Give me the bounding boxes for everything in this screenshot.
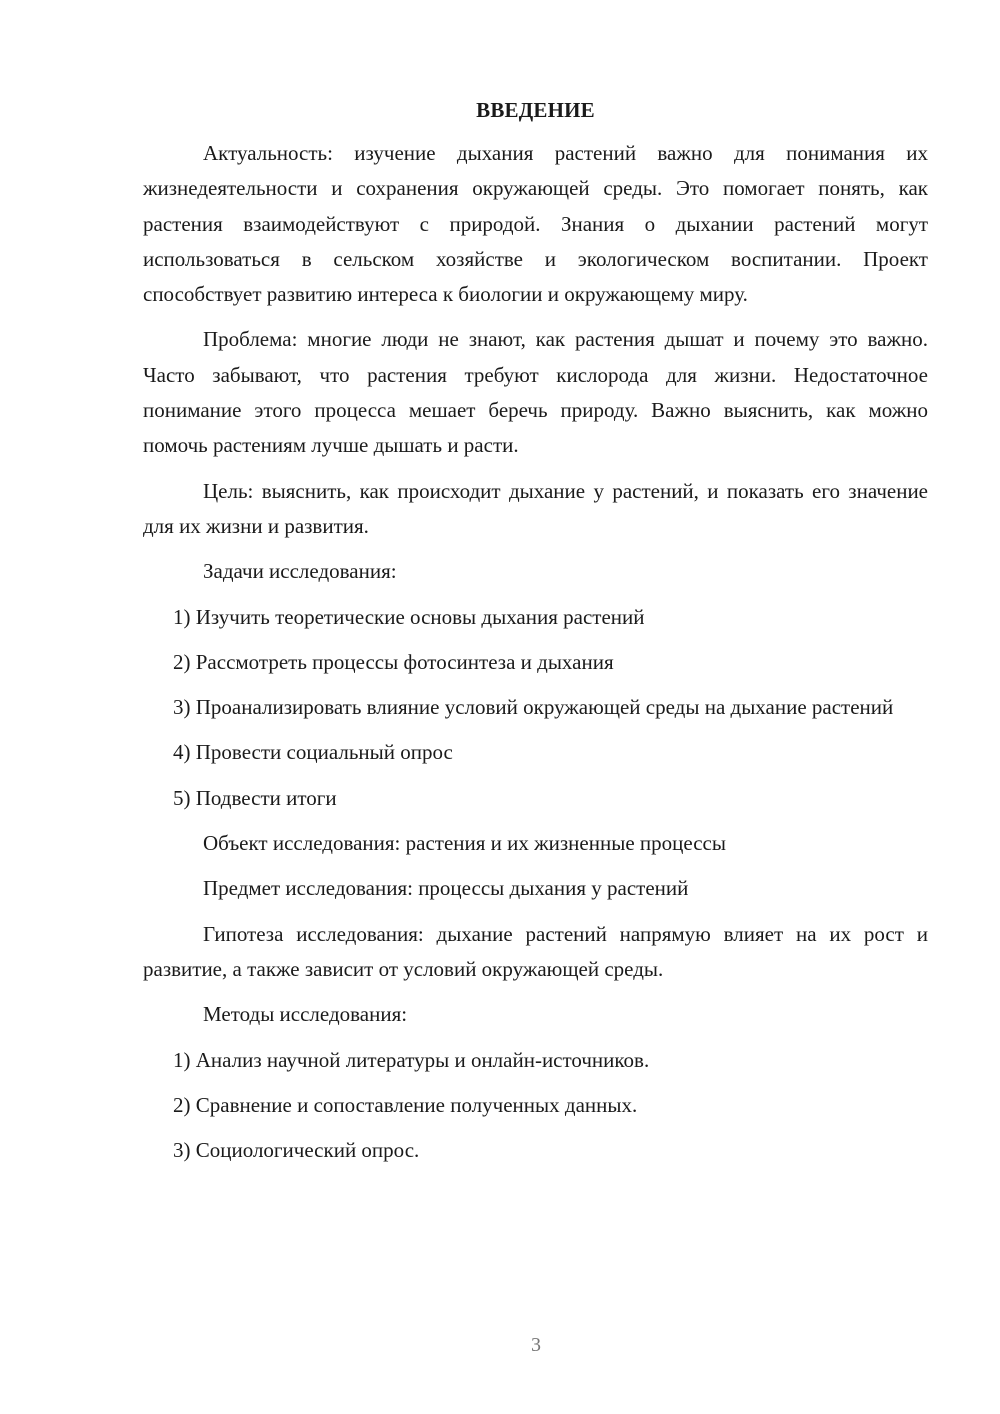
methods-heading: Методы исследования: xyxy=(203,1002,408,1027)
method-item: 3) Социологический опрос. xyxy=(173,1138,420,1163)
hypothesis-paragraph: Гипотеза исследования: дыхание растений напрямую влияет на их рост и развитие, а также зависит от условий окружающей среды. xyxy=(143,921,928,981)
section-title: ВВЕДЕНИЕ xyxy=(476,98,595,122)
tasks-heading: Задачи исследования: xyxy=(203,559,397,584)
task-item: 5) Подвести итоги xyxy=(173,785,337,810)
tasks-list xyxy=(143,600,928,816)
task-item: 2) Рассмотреть процессы фотосинтеза и дыхания xyxy=(173,649,614,674)
problem-paragraph: Проблема: многие люди не знают, как растения дышат и почему это важно. Часто забывают, что растения требуют кислорода для жизни. Недостаточное понимание этого процесса мешает беречь природу. Важно выяснить, как можно помочь растениям лучше дышать и расти. xyxy=(143,327,928,458)
task-item: 4) Провести социальный опрос xyxy=(173,740,453,765)
methods-list xyxy=(143,1043,928,1169)
task-item: 1) Изучить теоретические основы дыхания растений xyxy=(173,604,645,629)
page-number: 3 xyxy=(531,1334,541,1356)
goal-paragraph: Цель: выяснить, как происходит дыхание у растений, и показать его значение для их жизни и развития. xyxy=(143,478,928,538)
task-item: 3) Проанализировать влияние условий окружающей среды на дыхание растений xyxy=(173,695,894,720)
page-content xyxy=(143,92,928,1178)
method-item: 2) Сравнение и сопоставление полученных данных. xyxy=(173,1092,638,1117)
object-line: Объект исследования: растения и их жизненные процессы xyxy=(203,831,726,856)
relevance-paragraph: Актуальность: изучение дыхания растений важно для понимания их жизнедеятельности и сохранения окружающей среды. Это помогает понять, как растения взаимодействуют с природой. Знания о дыхании растений могут использоваться в сельском хозяйстве и экологическом воспитании. Проект способствует развитию интереса к биологии и окружающему миру. xyxy=(143,141,928,307)
method-item: 1) Анализ научной литературы и онлайн-источников. xyxy=(173,1047,650,1072)
subject-line: Предмет исследования: процессы дыхания у растений xyxy=(203,876,689,901)
